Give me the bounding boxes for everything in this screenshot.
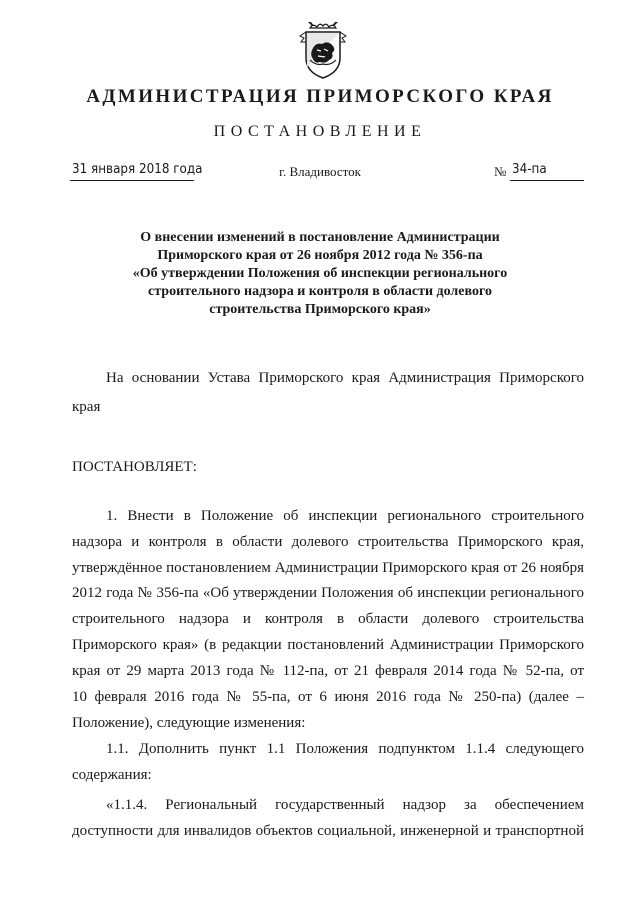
body-line: На основании Устава Приморского края Администрация Приморского <box>106 370 584 386</box>
body-line: Положение), следующие изменения: <box>72 715 306 731</box>
heading-line: «Об утверждении Положения об инспекции регионального <box>132 266 508 281</box>
body-line: 2012 года № 356-па «Об утверждении Положения об инспекции регионального <box>72 585 584 601</box>
body-line: строительного надзора и контроля в области долевого строительства <box>72 611 584 627</box>
number-sign: № <box>494 164 507 179</box>
body-line: 1. Внести в Положение об инспекции регионального строительного <box>106 508 584 524</box>
heading-line: строительного надзора и контроля в области долевого <box>148 284 492 299</box>
document-number: 34-па <box>512 162 547 177</box>
document-type: ПОСТАНОВЛЕНИЕ <box>213 123 427 140</box>
body-line: «1.1.4. Региональный государственный надзор за обеспечением <box>106 797 584 813</box>
document-city: г. Владивосток <box>279 164 361 179</box>
number-underline <box>510 180 584 181</box>
body-line: надзора и контроля в области долевого строительства Приморского края, <box>72 534 584 550</box>
document-heading <box>0 229 640 319</box>
body-line: утверждённое постановлением Администрации Приморского края от 26 ноября <box>72 560 584 576</box>
date-underline <box>70 180 194 181</box>
body-line: края <box>72 399 101 415</box>
body-line: 10 февраля 2016 года № 55-па, от 6 июня 2016 года № 250-па) (далее – <box>72 689 584 705</box>
coat-of-arms-icon <box>298 20 348 82</box>
body-line: Приморского края» (в редакции постановлений Администрации Приморского <box>72 637 584 653</box>
body-line: доступности для инвалидов объектов социальной, инженерной и транспортной <box>72 823 584 839</box>
document-date: 31 января 2018 года <box>72 162 203 177</box>
organization-title: АДМИНИСТРАЦИЯ ПРИМОРСКОГО КРАЯ <box>86 86 554 107</box>
resolves-label: ПОСТАНОВЛЯЕТ: <box>72 459 197 475</box>
body-line: содержания: <box>72 767 152 783</box>
heading-line: О внесении изменений в постановление Администрации <box>140 230 500 245</box>
heading-line: Приморского края от 26 ноября 2012 года № 356-па <box>157 248 483 263</box>
body-line: края от 29 марта 2013 года № 112-па, от 21 февраля 2014 года № 52-па, от <box>72 663 584 679</box>
heading-line: строительства Приморского края» <box>209 302 431 317</box>
body-line: 1.1. Дополнить пункт 1.1 Положения подпунктом 1.1.4 следующего <box>106 741 584 757</box>
